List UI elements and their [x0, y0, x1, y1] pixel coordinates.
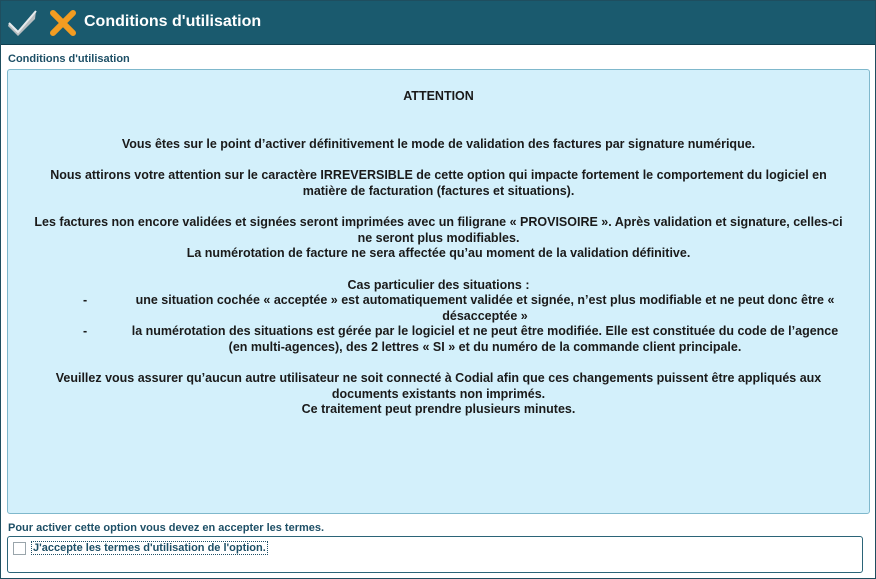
title-bar [1, 1, 875, 45]
terms-panel [7, 69, 870, 514]
check-icon [6, 7, 38, 39]
bullet-text-line2: (en multi-agences), des 2 lettres « SI » et du numéro de la commande client principale. [228, 339, 742, 354]
dialog-title: Conditions d'utilisation [84, 13, 262, 30]
terms-paragraph-users-line1: Veuillez vous assurer qu’aucun autre utilisateur ne soit connecté à Codial afin que ces changements puissent être appliqués aux [55, 371, 822, 385]
accept-terms-label[interactable]: J'accepte les termes d'utilisation de l'option. [33, 542, 266, 554]
close-button[interactable] [47, 7, 79, 39]
terms-bullet-numbering [8, 324, 869, 355]
close-icon [47, 7, 79, 39]
bullet-marker: - [83, 293, 88, 307]
terms-paragraph-numbering: La numérotation de facture ne sera affectée qu’au moment de la validation définitive. [186, 246, 691, 260]
terms-paragraph-irreversible-line1: Nous attirons votre attention sur le caractère IRREVERSIBLE de cette option qui impacte fortement le comportement du logiciel en [50, 168, 827, 182]
terms-bullet-accepted [8, 293, 869, 324]
accept-terms-checkbox[interactable] [13, 542, 26, 555]
bullet-marker: - [83, 324, 88, 338]
bullet-text-line2: désacceptée » [442, 308, 528, 323]
terms-paragraph-activation: Vous êtes sur le point d’activer définitivement le mode de validation des factures par signature numérique. [121, 136, 756, 151]
terms-cases-title: Cas particulier des situations : [347, 277, 530, 292]
terms-paragraph-users-line2: documents existants non imprimés. [331, 386, 546, 401]
terms-paragraph-irreversible-line2: matière de facturation (factures et situations). [302, 183, 575, 198]
terms-paragraph-watermark-line2: ne seront plus modifiables. [357, 230, 520, 245]
bullet-text-line1: une situation cochée « acceptée » est automatiquement validée et signée, n’est plus modifiable et ne peut donc être « [135, 293, 835, 307]
terms-section-label: Conditions d'utilisation [8, 53, 130, 65]
terms-paragraph-watermark-line1: Les factures non encore validées et signées seront imprimées avec un filigrane « PROVISOIRE ». Après validation et signature, celles-ci [34, 215, 843, 229]
acceptance-section-label: Pour activer cette option vous devez en accepter les termes. [8, 522, 325, 534]
validate-button[interactable] [6, 7, 38, 39]
acceptance-panel [7, 536, 863, 573]
bullet-text-line1: la numérotation des situations est gérée par le logiciel et ne peut être modifiée. Elle est constituée du code de l’agence [131, 324, 839, 338]
terms-heading: ATTENTION [403, 89, 474, 103]
terms-paragraph-duration: Ce traitement peut prendre plusieurs minutes. [301, 402, 576, 416]
